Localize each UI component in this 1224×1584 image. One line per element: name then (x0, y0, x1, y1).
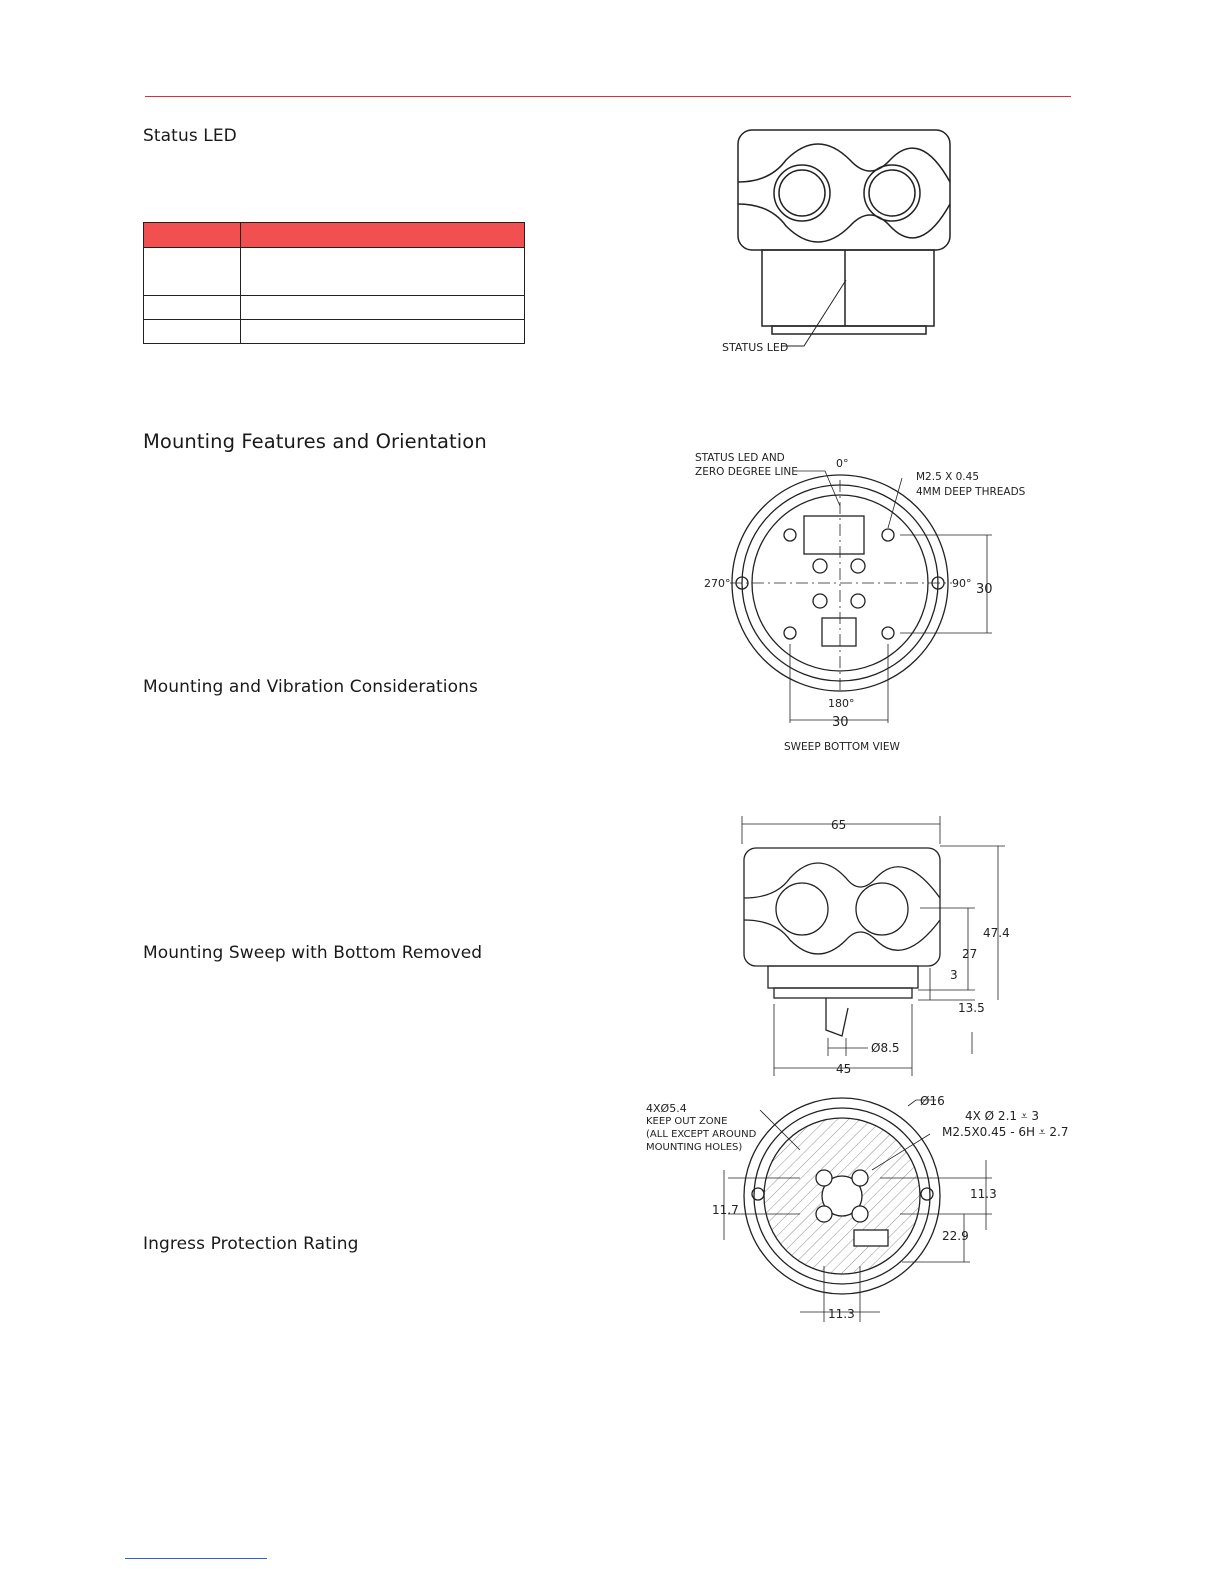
label-dim-vertical: 30 (976, 582, 993, 597)
table-cell (144, 320, 241, 344)
label-0-deg: 0° (836, 457, 849, 470)
heading-mounting-features: Mounting Features and Orientation (143, 430, 487, 453)
housing-shape (744, 848, 940, 966)
table-header-row (144, 223, 525, 248)
screw (851, 594, 865, 608)
mount-hole (882, 627, 894, 639)
label-keepout-4: MOUNTING HOLES) (646, 1142, 743, 1153)
label-thread-1: M2.5 X 0.45 (916, 471, 980, 483)
label-keepout-1: 4XØ5.4 (646, 1102, 687, 1115)
label-keepout-2: KEEP OUT ZONE (646, 1116, 728, 1127)
label-dim-8: Ø8.5 (871, 1041, 900, 1055)
pcb-stack (768, 966, 918, 988)
heading-ingress: Ingress Protection Rating (143, 1234, 359, 1254)
lens-left (776, 883, 828, 935)
table-cell (241, 296, 525, 320)
footer-link-underline (125, 1558, 267, 1559)
mount-hole (852, 1206, 868, 1222)
table-cell (241, 320, 525, 344)
screw (851, 559, 865, 573)
status-led-leader (782, 280, 846, 346)
label-dim-3: 3 (950, 968, 958, 982)
label-dim-13: 13.5 (958, 1001, 985, 1015)
base-shape (762, 250, 934, 326)
screw (813, 559, 827, 573)
figure-side-dimensions (730, 808, 1040, 1080)
label-dim-11-3-b: 11.3 (828, 1307, 855, 1321)
label-270-deg: 270° (704, 577, 731, 590)
label-dim-65: 65 (831, 818, 847, 832)
label-keepout-3: (ALL EXCEPT AROUND (646, 1129, 757, 1140)
mount-hole (816, 1206, 832, 1222)
lens-left (774, 165, 830, 221)
status-led-table (143, 222, 525, 344)
label-90-deg: 90° (952, 577, 972, 590)
mount-hole (816, 1170, 832, 1186)
cable (826, 998, 848, 1036)
table-cell (144, 248, 241, 296)
label-thread-2: 4MM DEEP THREADS (916, 486, 1026, 498)
label-led-line-2: ZERO DEGREE LINE (695, 466, 798, 478)
table-cell (144, 296, 241, 320)
figure-front-view (700, 120, 980, 360)
heading-mounting-vibration: Mounting and Vibration Considerations (143, 677, 478, 697)
table-header-cell (144, 223, 241, 248)
label-dim-47: 47.4 (983, 926, 1010, 940)
figure-bottom-removed (640, 1090, 1080, 1326)
table-cell (241, 248, 525, 296)
table-row (144, 320, 525, 344)
led-window (804, 516, 864, 554)
connector (822, 618, 856, 646)
label-dim-horizontal: 30 (832, 715, 849, 730)
mount-hole (784, 529, 796, 541)
label-dim-45: 45 (836, 1062, 852, 1076)
mount-hole (882, 529, 894, 541)
lens-right (864, 165, 920, 221)
label-led-line-1: STATUS LED AND (695, 452, 785, 464)
label-dim-22-9: 22.9 (942, 1229, 969, 1243)
label-holes-2: M2.5X0.45 - 6H ⩡ 2.7 (942, 1125, 1069, 1139)
housing-groove (738, 204, 950, 242)
table-header-cell (241, 223, 525, 248)
label-status-led: STATUS LED (722, 341, 789, 354)
label-d16: Ø16 (920, 1094, 945, 1108)
table-row (144, 296, 525, 320)
label-dim-27: 27 (962, 947, 978, 961)
screw (813, 594, 827, 608)
label-dim-11-7: 11.7 (712, 1203, 739, 1217)
housing-groove (738, 144, 950, 182)
lens-right (856, 883, 908, 935)
label-180-deg: 180° (828, 697, 855, 710)
header-rule (145, 96, 1071, 97)
label-dim-11-3-a: 11.3 (970, 1187, 997, 1201)
heading-status-led: Status LED (143, 126, 237, 146)
label-holes-1: 4X Ø 2.1 ⩡ 3 (965, 1109, 1040, 1123)
heading-mounting-bottom-removed: Mounting Sweep with Bottom Removed (143, 943, 483, 963)
caption-bottom-view: SWEEP BOTTOM VIEW (784, 741, 900, 753)
mount-hole (852, 1170, 868, 1186)
figure-bottom-view (690, 448, 1060, 760)
mount-hole (784, 627, 796, 639)
table-row (144, 248, 525, 296)
